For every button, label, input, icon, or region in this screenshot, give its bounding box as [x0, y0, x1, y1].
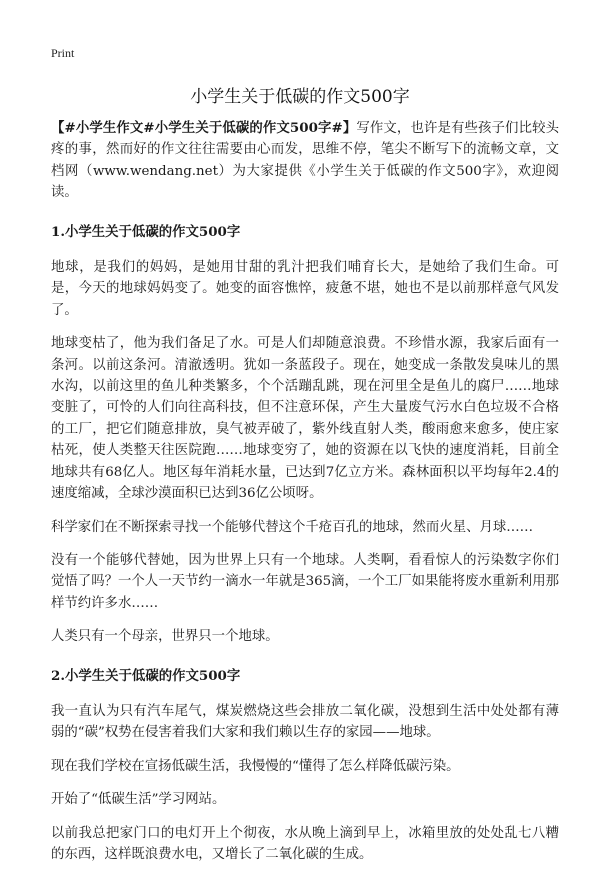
section-2-paragraph: 我一直认为只有汽车尾气，煤炭燃烧这些会排放二氧化碳，没想到生活中处处都有薄弱的“碳”权势在侵害着我们大家和我们赖以生存的家园——地球。	[51, 703, 559, 741]
intro-tag: 【#小学生作文#小学生关于低碳的作文500字#】	[51, 120, 357, 136]
intro-text: 写作文，也许是有些孩子们比较头疼的事，然而好的作文往往需要由心而发，思维不停，笔尖不断写下的流畅文章，文档网（www.wendang.net）为大家提供《小学生关于低碳的作文500字》，欢迎阅读。	[51, 121, 559, 201]
print-link[interactable]: Print	[51, 46, 75, 60]
section-1-paragraph: 科学家们在不断探索寻找一个能够代替这个千疮百孔的地球，然而火星、月球……	[51, 519, 534, 535]
section-1-paragraph: 地球，是我们的妈妈，是她用甘甜的乳汁把我们哺育长大，是她给了我们生命。可是，今天的地球妈妈变了。她变的面容憔悴，疲惫不堪，她也不是以前那样意气风发了。	[51, 260, 559, 318]
section-1-paragraph: 没有一个能够代替她，因为世界上只有一个地球。人类啊，看看惊人的污染数字你们觉悟了吗？一个人一天节约一滴水一年就是365滴，一个工厂如果能将废水重新利用那样节约许多水……	[51, 552, 559, 611]
section-1-paragraph: 人类只有一个母亲，世界只一个地球。	[51, 629, 279, 645]
section-2-paragraph: 以前我总把家门口的电灯开上个彻夜，水从晚上滴到早上，冰箱里放的处处乱七八糟的东西，这样既浪费水电，又增长了二氧化碳的生成。	[51, 825, 559, 862]
section-2-paragraph: 开始了“低碳生活”学习网站。	[51, 792, 226, 808]
section-1-paragraph: 地球变枯了，他为我们备足了水。可是人们却随意浪费。不珍惜水源，我家后面有一条河。以前这条河。清澈透明。犹如一条蓝段子。现在，她变成一条散发臭味儿的黑水沟，以前这里的鱼儿种类繁多，个个活蹦乱跳，现在河里全是鱼儿的腐尸……地球变脏了，可怜的人们向往高科技，但不注意环保，产生大量废气污水白色垃圾不合格的工厂，把它们随意排放，臭气被弄破了，紫外线直射人类，酸雨愈来愈多，使庄家枯死，使人类整天往医院跑……地球变穷了，她的资源在以飞快的速度消耗，目前全地球共有68亿人。地区每年消耗水量，已达到7亿立方米。森林面积以平均每年2.4的速度缩减，全球沙漠面积已达到36亿公顷呀。	[51, 336, 559, 502]
intro-paragraph	[51, 118, 559, 204]
page-title: 小学生关于低碳的作文500字	[190, 87, 410, 107]
section-heading-1: 1.小学生关于低碳的作文500字	[51, 223, 241, 240]
article-body	[51, 118, 559, 877]
section-heading-2: 2.小学生关于低碳的作文500字	[51, 667, 241, 684]
section-2-paragraph: 现在我们学校在宣扬低碳生活，我慢慢的“懂得了怎么样降低碳污染。	[51, 758, 460, 774]
